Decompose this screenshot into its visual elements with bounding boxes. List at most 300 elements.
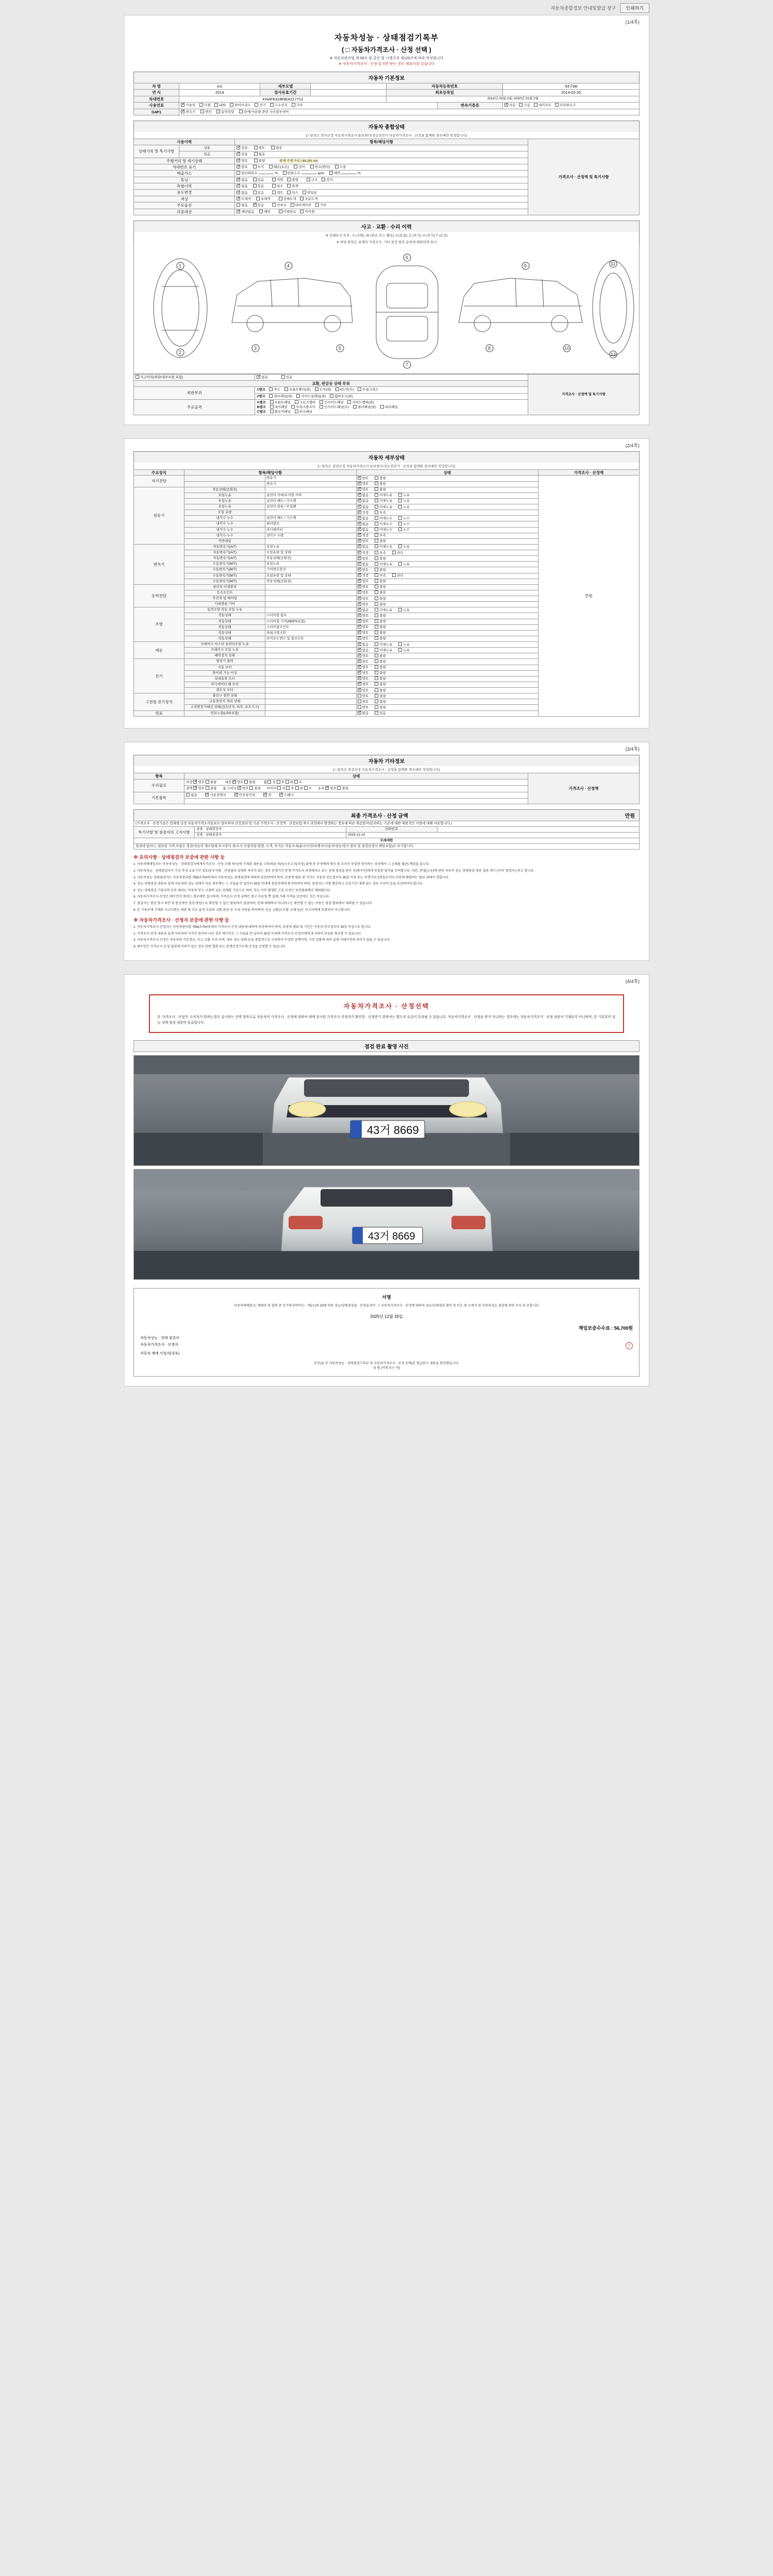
explanation-paragraph: 6. 자동차가격조사·산정은 매수인이 원하는 경우에만 실시하며, 가격조사·산정 금액은 참고 자료일 뿐 실제 거래 가격을 보증하는 것은 아닙니다. [133,895,330,899]
vehicle-damage-diagram[interactable] [133,245,640,374]
detail-item: 스티어링 기어(MDPS포함) [265,619,357,624]
row-label-usage: 상태기록 및 특기사항 [134,145,179,158]
inspector-name-2: 성명 : 상태점검자 [194,833,346,838]
row-vin-opts[interactable]: ✓ 양호 부식 훼손(오손) 상이 변조(변타) 도말 [235,164,528,170]
detail-sub: 등속조인트 [184,590,265,596]
sign-label-2: 자동차가격조사 · 산정자 [140,1343,178,1347]
detail-sub: 연료누출(LPG포함) [184,710,265,716]
detail-sub: 수동변속기(M/T) [184,562,265,567]
detail-item: 실린더 헤드 / 가스켓 [265,498,357,504]
col-usage-history: 사용이력 [134,139,235,145]
detail-group-4: 조향 [134,607,184,642]
value-insp [311,90,386,96]
detail-state-options[interactable]: ✓ 없음 미세누유 누유 [356,648,538,653]
other-info-table [133,773,640,804]
detail-sub: 오일누유 [184,498,265,504]
explanation-paragraph-2: 4. 매수인은 가격조사·산정 결과에 이의가 있는 경우 관련 협회 또는 분쟁조정기구에 조정을 신청할 수 있습니다. [133,945,286,949]
frame-ranks[interactable]: A랭크 프론트패널 크로스멤버 인사이드패널 사이드멤버(좌) B랭크 리어패널 트렁크플로어 인사이드패널(우) 필러패널(좌) 대쉬패널 C랭크 플로어패널 루프패널 [255,399,528,415]
detail-item [265,670,357,676]
detail-group-2: 변속기 [134,544,184,584]
detail-state-options[interactable]: ✓ 양호 불량 [356,556,538,562]
detail-sub: 라디에이터 팬 모터 [184,682,265,687]
basic-items-row-2[interactable] [184,798,528,804]
detail-state-options[interactable]: ✓ 없음 미세누유 누유 [356,607,538,613]
row-label-tuning: 튜닝 [134,177,235,183]
detail-item: 오일유량 및 상태 [265,550,357,556]
detail-item [265,648,357,653]
detail-state-options[interactable]: ✓ 양호 불량 [356,579,538,584]
outer-rank1[interactable]: 1랭크 후드 프론트펜더(좌) 도어(좌) 4도어(우) 트렁크리드 [255,387,528,393]
sign-row-3 [140,1351,633,1356]
final-price-note: (가격조사 · 산정기준은 업체별 산정 자동차가격조사통보로 첨부하여 산정결과 및 기준 가격조사 · 산정액 · 산정보험 제시 과정에서 발생하는 정보에 따른 제공방식/문의하는 기준에 대한 제한적인 사항에 대해 사용합니다.) [134,821,640,826]
label-basic-items: 기본품목 [134,792,184,804]
svg-text:12: 12 [611,351,616,357]
detail-sub: 시동 모터 [184,665,265,670]
row-options[interactable]: 없음 ✓ 있음 선루프 내비게이션 기타 [235,202,528,209]
detail-item [265,653,357,659]
detail-item: 라디에이터 [265,527,357,533]
sign-label-1: 자동차성능 · 상태 점검자 [140,1336,179,1340]
detail-sub: 작동상태 [184,624,265,630]
section-accident-title: 사고 · 교환 · 수리 이력 [133,221,640,232]
print-button[interactable]: 인쇄하기 [620,3,649,13]
final-price-heading: 모레세한 [134,838,640,844]
page-title: 자동차성능 · 상태점검기록부 [334,33,439,42]
panel-title: 교환, 판금등 상태 부위 [134,381,528,387]
transmission-options[interactable]: ✓ 자동 수동 세미오토 무단변속기 [503,103,640,109]
detail-item: 실린더 커버/로커암 커버 [265,493,357,498]
section-final-price-title: 최종 가격조사 · 산정 금액 만원 [133,809,640,821]
label-g4p: G4P1 [134,109,179,115]
label-special-notes: 특기사항 및 점검자의 고지사항 [134,826,195,838]
fuel-options[interactable]: ✓ 가솔린 디젤 LPG 하이브리드 전기 수소전지 기타 [179,103,437,109]
sign-label-3: 자동차 매매 사업자(상호) [140,1351,180,1355]
row-sub-usage: 상용 [179,145,235,151]
detail-sub: 와이퍼 기능 이상 [184,670,265,676]
final-price-body-note: 점검내 및/또는 첨부된 가격 부품은 점검/성능의 제조업체 표시장치 중/조사 부품직업 원형, 도색, 부식은 각종 0~5(윤/조사진/보행지/사용자/성능/검사 항목 및 점검산정사 해당포함)로 표기합니다 [134,844,640,850]
detail-item: 스티어링조인트 [265,624,357,630]
row-usage-opts[interactable]: ✓ 상용 렌트 관용 [235,145,528,151]
signature-area [133,1288,640,1377]
detail-sub: 구동축전지 격리 상태 [184,699,265,705]
page-subtitle: ( □ 자동차가격조사 · 산정 선택 ) [342,46,431,54]
detail-sub: 디퍼렌셜 기어 [184,602,265,607]
row-sub-usage2: 있음 [179,151,235,158]
signature-date: 2025년 12월 19일 [370,1314,403,1319]
detail-state-options[interactable]: ✓ 양호 불량 [356,676,538,682]
svg-text:10: 10 [564,345,570,351]
value-reg-num: 43구88 [503,83,640,90]
detail-state-options[interactable]: ✓ 양호 불량 [356,567,538,573]
detail-sub: 브레이크 마스터 실린더오일 누유 [184,642,265,648]
detail-price-column: 만원 [538,476,639,717]
signature-title: 서명 [382,1295,391,1300]
explanation-paragraph: 1. 자동차매매업자는 자동차성능 · 상태점검자에게자가조사 · 산정 부해 제시(에 기재된 내용을 고의/허위 허(?)으로고지(지정) 위에 동 산정에게 제시 및 조사자 동일한 양식하는 과정에서 그 손해를 볼(?) 책임을 집니다. [133,862,430,867]
detail-col-1: 주요장치 [134,470,184,476]
detail-state-options[interactable]: ✓ 양호 불량 [356,688,538,693]
detail-item [265,538,357,544]
label-repair-needed: 수리필요 [134,779,184,792]
detail-state-options[interactable]: ✓ 없음 미세누수 누수 [356,521,538,527]
detail-item [265,665,357,670]
svg-text:11: 11 [611,261,616,266]
detail-item [265,607,357,613]
explanation-paragraph: 3. 자동차성능·상태점검자는 자동차관리법 제58조의4에 따라 자동차성능·상태점검에 대하여 보증하여야 하며, 보증의 범위 및 기간은 자동차 인도일부터 30일 이상 또는 주행거리 2천킬로미터 이상에 해당하는 범위 내에서 정합니다. [133,875,449,879]
detail-sub [184,481,265,487]
label-phone: 전화번호 [346,826,438,832]
row-label-options: 주요옵션 [134,202,235,209]
detail-item: 워터펌프 [265,521,357,527]
detail-state-options[interactable]: ✓ 없음 있음 [356,710,538,716]
section-other-title: 자동차 기타정보 [133,755,640,766]
detail-group-1: 원동기 [134,487,184,544]
detail-item: 기어변속장치 [265,567,357,573]
value-vehicle-name: K3 [179,83,260,90]
row-color[interactable]: ✓ 무채색 유채색 전체도색 부분도색 [235,196,528,202]
detail-col-3: 상태 [356,470,538,476]
detail-state-options[interactable]: ✓ 없음 미세누수 누수 [356,516,538,521]
repair-row-1[interactable]: 외장 ✓양호 불량 내장 ✓양호 불량 휠 전 후 좌 우 [184,779,528,786]
stamp-icon: 인 [626,1342,633,1349]
g4p-options[interactable]: ✓ 변속기 엔진 동력전달 판매/사용량 관련 사진첨부대여 [179,109,640,115]
section-detail-note: (□ 항목은 점검산정 자동차가격조사 통보한다/성능점검가 · 산정을 함께한 경우에만 작성합니다) [133,463,640,469]
svg-text:9: 9 [524,263,527,268]
detail-item: 작동상태(공회전) [265,556,357,562]
photo-rear [133,1169,640,1280]
detail-sub: 작동상태 [184,613,265,619]
detail-item: 실린더 블록 / 오일팬 [265,504,357,510]
detail-item: 오일유량 및 상태 [265,573,357,579]
detail-sub: 냉각수 누수 [184,527,265,533]
detail-sub: 추진축 및 베어링 [184,596,265,602]
detail-sub: 실내송풍 모터 [184,676,265,682]
basic-items-row-1[interactable]: 없음 ✓ 사용설명서 ✓ 안전삼각대 ✓ 잭 ✓ 스패너 [184,792,528,798]
detail-item: 오일누유 [265,562,357,567]
detail-sub: 브레이크 오일 누유 [184,648,265,653]
svg-text:7: 7 [406,362,409,367]
detail-item [265,676,357,682]
detail-state-options[interactable]: ✓ 양호 불량 [356,630,538,636]
explanation-title-2: ※ 자동차가격조사 · 산정자 보증에 관한 사항 등 [133,918,229,923]
accident-legend-label: 사고이력(외판/내부부품 포함) [134,374,255,380]
section-accident-note-2: ※ 하단 항목은 실제의 가격조사, 기타 점검 항목 순번에 해당하게 표시 [133,239,640,245]
section-overall-title: 자동차 종합상태 [133,121,640,132]
detail-state-options[interactable]: ✓ 없음 미세누유 누유 [356,544,538,550]
detail-sub: 윈도우 모터 [184,688,265,693]
label-vehicle-type: 세부모델 [260,83,311,90]
detail-sub: 냉각수 누수 [184,521,265,527]
explanation-paragraph: 5. 성능·상태점검 기록부의 보증 범위는 자동차 인도 시점의 성능·상태를 기준으로 하며, 인도 이후 발생한 고장·손상은 보증범위에서 제외됩니다. [133,888,331,892]
row-tuning[interactable]: ✓ 없음 있음 적법 불법 구조 장치 [235,177,528,183]
value-phone [437,826,639,832]
page-2 [124,438,649,728]
detail-sub: 동력조향 작동 오일 누유 [184,607,265,613]
detail-item [265,584,357,590]
sign-row-2 [140,1342,633,1349]
detail-sub: 작동상태 [184,619,265,624]
detail-item: 파워크랭크암 [265,630,357,636]
col-items: 항목/해당사항 [235,139,528,145]
detail-sub: 작동상태 [184,630,265,636]
detail-item: 냉각수 수량 [265,533,357,538]
section-overall-note: (□ 항목은 점사산정 자동차가격조사 통보한다/성능점검가 자동차가격조사 · 산정을 함께한 경우에만 작성합니다) [133,132,640,139]
section-basic-info-title: 자동차 기본정보 [133,72,640,83]
cert-body: 본 '가격조사 · 산정'은 소비자가 원하는경우 실시하는 선택 항목으로 자동차의 가격조사 · 산정에 대하여 매매 종사원 가격조사·산정자가 확인한 · 산정받기 위하여는 별도의 요금이 부과될 수 있습니다. 자동차가격조사 · 산정을 받지 아니하는 경우에는 자동차가격조사 · 산정 내용이 기재되지 아니하며, 본 기록부의 성능·상태 점검 내용만 유효합니다. [157,1015,615,1025]
detail-group-5: 제동 [134,642,184,659]
explanation-paragraph: 7. 점검자는 점검 당시 육안 및 통상적인 점검 방법으로 확인할 수 있는 범위에서 점검하며, 분해·해체하지 아니하고는 확인할 수 없는 사항은 점검 범위에서 제외될 수 있습니다. [133,902,373,906]
sign-row-1 [140,1335,633,1341]
explanation-body-1 [133,862,640,912]
topbar [124,0,649,15]
detail-sub: 배력장치 상태 [184,653,265,659]
detail-state-options[interactable]: ✓ 양호 불량 [356,653,538,659]
row-label-usechange: 용도변경 [134,190,235,196]
page-note-2: ※ 자동차가격조사 · 산정 통지만 받는 경우 제외사항 있습니다 [338,62,435,66]
row-label-vin-mark: 차대번호 표기 [134,164,235,170]
outer-rank2[interactable]: 2랭크 쿼터패널(좌) 사이드실패널(좌) 휠하우스(좌) [255,393,528,399]
final-price-unit: 만원 [625,813,635,819]
detail-state-options[interactable]: ✓ 적정 부족 과다 [356,573,538,579]
sign-value-3[interactable] [632,1351,633,1356]
signature-note: '자동차매매업자, 매매상 및 협회 중 상기에 관하여는 · 매(소)의 33에 의한 성능/상태점검을 · 산정을 받은 그 자동차가격조사 · 산정에 대하여 성능/상태점검 확인 및 인도 및 소매자 및 자동차성능 점검에 관한 조치 및 준합니다. [233,1304,540,1308]
label-transmission: 변속기종류 [437,103,503,109]
svg-text:1: 1 [179,263,182,268]
detail-item [265,596,357,602]
detail-sub: 오일 유량 [184,510,265,516]
label-insp: 검사유효기간 [260,90,311,96]
page-1 [124,15,649,425]
detail-item [265,590,357,596]
detail-sub: 고전원전기배선 상태(접속단자, 피복, 보호기구) [184,705,265,710]
detail-item [265,510,357,516]
other-col-state: 상태 [184,773,528,779]
label-usage: 사용연료 [134,103,179,109]
col-price-note: 가격조사 · 산정액 및 특기사항 [528,139,640,215]
detail-sub: 자동변속기(A/T) [184,550,265,556]
detail-state-options[interactable]: ✓ 양호 불량 [356,619,538,624]
detail-state-options[interactable]: ✓ 양호 불량 [356,636,538,641]
page-number-4: (4/4쪽) [625,978,640,984]
detail-state-options[interactable]: ✓ 없음 미세누유 누유 [356,498,538,504]
value-vin: KNAFK41BNEA217712 [179,96,386,102]
detail-item [265,693,357,699]
row-emission[interactable]: 일산화탄소 % 탄화수소 ppm 매연 % [235,171,528,177]
page-4 [124,974,649,1386]
svg-text:4: 4 [287,263,290,268]
page-number-3: (3/4쪽) [625,746,640,752]
row-usechange[interactable]: ✓ 없음 있음 렌트 리스 영업용 [235,190,528,196]
other-col-right: 가격조사 · 산정액 [528,773,640,804]
front-plate-text: 43거 8669 [367,1124,419,1137]
detail-state-options[interactable]: 양호 불량 [356,693,538,699]
detail-state-options[interactable]: ✓ 양호 불량 [356,613,538,619]
detail-state-options[interactable]: ✓ 양호 불량 [356,476,538,481]
detail-item: 오일누유 [265,544,357,550]
detail-group-0: 자기진단 [134,476,184,487]
detail-state-options[interactable]: ✓ 없음 미세누유 누유 [356,642,538,648]
sign-value-1[interactable] [632,1335,633,1341]
detail-state-options[interactable]: ✓ 없음 미세누유 누유 [356,562,538,567]
row-label-recall: 리콜대상 [134,209,235,215]
accident-right-label: 가격조사 · 산정액 및 특기사항 [528,374,640,415]
page-3 [124,742,649,961]
detail-state-options[interactable]: ✓ 양호 불량 [356,665,538,670]
detail-sub: 오일누유 [184,504,265,510]
fee-label: 책임보증수수료 : 56,700원 [578,1325,633,1331]
detail-item [265,699,357,705]
detail-col-2: 항목/해당사항 [184,470,357,476]
detail-state-options[interactable]: 양호 불량 [356,699,538,705]
detail-state-options[interactable]: ✓ 양호 불량 [356,596,538,602]
detail-col-4: 가격조사 · 산정액 [538,470,639,476]
detail-sub: 클러치 어셈블리 [184,584,265,590]
detail-item [265,710,357,716]
value-year: 2014 [179,90,260,96]
svg-text:3: 3 [254,345,257,351]
explanation-paragraph-2: 3. 자동차가격조사·산정은 자동차의 기본정보, 사고·교환·수리 이력, 세부 성능·상태 등을 종합적으로 고려하여 산정한 금액이며, 시장 상황에 따라 실제 거래가격과 차이가 있을 수 있습니다. [133,938,391,942]
label-reg-num: 자동차등록번호 [386,83,503,90]
label-reg-date: 최초등록일 [386,90,503,96]
detail-sub [184,476,265,481]
value-reg-date: 2014-02-20 [503,90,640,96]
other-col-item: 항목 [134,773,184,779]
detail-sub: 커먼레일 [184,538,265,544]
svg-text:8: 8 [488,345,491,351]
detail-state-table [133,469,640,717]
detail-item: 원동기 [265,476,357,481]
detail-item: 작동상태(공회전) [265,579,357,584]
svg-text:6: 6 [406,255,409,260]
detail-item [265,602,357,607]
detail-item: 스티어링 펌프 [265,613,357,619]
price-survey-cert-box [149,994,624,1033]
detail-group-7: 고전원 전기장치 [134,693,184,710]
detail-sub: 자동변속기(A/T) [184,544,265,550]
row-recall[interactable]: ✓ 해당없음 해당 이행완료 미이행 [235,209,528,215]
detail-state-options[interactable]: ✓ 적정 부족 과다 [356,550,538,556]
detail-sub: 작동상태 [184,636,265,641]
photos-title: 점검 완료 촬영 사진 [133,1040,640,1052]
signature-footer: 본인(들 또 자동차성능 · 상태점검기록부 및 자동차가격조사 · 산정 선택(본 명급받고 내용을 확인했습니다. [314,1361,459,1365]
detail-sub: 발전기 출력 [184,659,265,665]
detail-sub: 자동변속기(A/T) [184,556,265,562]
mileage-current: 현재 주행거리 | 68,261 km [279,159,318,163]
explanation-paragraph: 4. 성능·상태점검 내용과 실제 자동차의 성능·상태가 다른 경우에는 그 사실을 안 날부터 30일 이내에 점검자에게 통지하여야 하며, 점검자는 이를 확인하고 보증기간 내에 있는 경우 수리비 등을 보상하여야 합니다. [133,882,424,886]
detail-sub: 충전구 절연 상태 [184,693,265,699]
signature-footer-2: 성 명 (서명 또는 인) [373,1366,400,1370]
table-row [134,476,640,481]
svg-text:5: 5 [339,345,342,351]
section-other-note: (□ 항목은 점검산정 자동차가격조사 · 산정을 함께한 경우에만 작성합니다) [133,766,640,773]
value-vin-note: 2014년 03월 2월~2020년 01월 2월 [386,96,640,102]
topbar-link[interactable]: 자동차종합정보 안내및발급 창구 [550,6,616,11]
explanation-body-2 [133,925,640,949]
detail-item: 변속기 [265,481,357,487]
detail-group-8: 연료 [134,710,184,716]
cert-title: 자동차가격조사 · 산정선택 [343,1002,430,1010]
label-vehicle-name: 차 명 [134,83,179,90]
detail-item [265,688,357,693]
label-outer-panel: 외판부위 [134,387,255,399]
inspection-date: 2025-12-19 [346,833,640,838]
detail-state-options[interactable]: ✓ 양호 불량 [356,670,538,676]
explanation-paragraph-2: 2. 가격조사·산정 내용과 실제 자동차의 가치가 현저히 다른 경우 매수인은 그 사실을 안 날부터 30일 이내에 가격조사·산정자에게 통지하여 보상을 청구할 수 있습니다. [133,931,362,936]
value-vehicle-type [311,83,386,90]
label-vin: 차대번호 [134,96,179,102]
repair-row-2[interactable]: 광택 ✓양호 불량 룸 크리닝 ✓양호 불량 타이어 전 후 좌 우 유리 ✓양호 불량 [184,786,528,792]
detail-item [265,705,357,710]
detail-state-options[interactable]: ✓ 적정 부족 [356,533,538,538]
detail-state-options[interactable]: ✓ 양호 불량 [356,624,538,630]
detail-sub: 수동변속기(M/T) [184,567,265,573]
detail-state-options[interactable]: ✓ 양호 불량 [356,538,538,544]
section-accident-note-1: ※ 상태표시 부호 : X (교환), W (판금 또는 웰딩), A (용접), C (부식), U (무식) T (손상) [133,232,640,239]
detail-state-options[interactable]: 양호 불량 [356,705,538,710]
detail-sub: 수동변속기(M/T) [184,573,265,579]
detail-sub: 오일누유 [184,493,265,498]
detail-item [265,659,357,665]
detail-state-options[interactable]: ✓ 양호 불량 [356,481,538,487]
page-note: ※ 자동차관리법 제 58조 및 같은 법 시행규칙 제120조에 따라 작성합니다 [329,57,444,60]
photo-front [133,1055,640,1166]
detail-item [265,682,357,687]
detail-state-options[interactable]: ✓ 적정 부족 [356,510,538,516]
detail-sub: 냉각수 누수 [184,516,265,521]
detail-state-options[interactable]: ✓ 양호 불량 [356,487,538,493]
row-label-emission: 배출가스 [134,171,235,177]
row-label-special: 특별이력 [134,183,235,190]
row-usage-opts2[interactable]: ✓ 있음 없음 [235,151,528,158]
accident-history-table [133,374,640,415]
detail-state-options[interactable]: ✓ 양호 불량 [356,659,538,665]
explanation-paragraph: 8. 본 기록부에 기재된 사고이력은 외판 및 주요 골격 부위의 교환·판금 등 수리 이력을 의미하며, 단순 교환(소모품 교체 등)은 사고이력에 포함되지 아니합니다. [133,908,351,912]
detail-state-options[interactable]: ✓ 양호 불량 [356,602,538,607]
detail-state-options[interactable]: ✓ 양호 불량 [356,590,538,596]
detail-item [265,487,357,493]
overall-state-table [133,139,640,215]
detail-group-6: 전기 [134,659,184,693]
accident-legend-opts[interactable]: ✓ 없음 있음 [255,374,528,380]
page-number-1: (1/4쪽) [625,20,640,25]
detail-sub: 냉각수 누수 [184,533,265,538]
detail-group-3: 동력전달 [134,584,184,607]
page-number-2: (2/4쪽) [625,443,640,448]
detail-item [265,642,357,648]
row-label-mileage: 주행거리 및 계기상태 [134,158,235,164]
detail-state-options[interactable]: ✓ 없음 미세누유 누유 [356,504,538,510]
explanation-paragraph-2: 1. 자동차가격조사·산정자는 자동차관리법 제58조의4에 따라 가격조사·산정 내용에 대하여 보증하여야 하며, 보증의 범위 및 기간은 자동차 인도일부터 30일 이상으로 합니다. [133,925,372,929]
explanation-title-1: ※ 유의사항 · 상태점검자 보증에 관한 사항 등 [133,855,225,860]
detail-state-options[interactable]: ✓ 없음 미세누수 누수 [356,527,538,533]
detail-sub: 작동상태(공회전) [184,487,265,493]
detail-state-options[interactable]: ✓ 없음 미세누유 누유 [356,493,538,498]
explanation-paragraph: 2. 자동차성능 · 상태점검자가 거짓 작성 오류기간 검토/동부사항 · 산정결과 실제와 차이가 있는 경우 분쟁기간 분쟁 가격조사 과정에서도 또는 상태 점검을 받은 자(양수인)에게 동일한 양식을 부여합니다. 다만, 분쟁(소송)에 관련 자동차 성능·상태점검 내용 결과 제시 (이하 '점검자') 라고 합니다. [133,869,534,873]
detail-item: 실린더 헤드 / 가스켓 [265,516,357,521]
label-year: 연 식 [134,90,179,96]
section-detail-title: 자동차 세부상태 [133,451,640,463]
detail-sub: 수동변속기(M/T) [184,579,265,584]
row-special[interactable]: ✓ 없음 있음 침수 화재 [235,183,528,190]
svg-text:2: 2 [179,349,182,355]
basic-info-table [133,83,640,115]
rear-plate-text: 43거 8669 [368,1231,415,1243]
final-price-table [133,821,640,850]
detail-state-options[interactable]: ✓ 양호 불량 [356,584,538,590]
label-frame: 주요골격 [134,399,255,415]
row-mileage-opts[interactable]: ✓ 양호 불량 현재 주행거리 | 68,261 km [235,158,528,164]
row-label-color: 색상 [134,196,235,202]
detail-state-options[interactable]: ✓ 양호 불량 [356,682,538,687]
